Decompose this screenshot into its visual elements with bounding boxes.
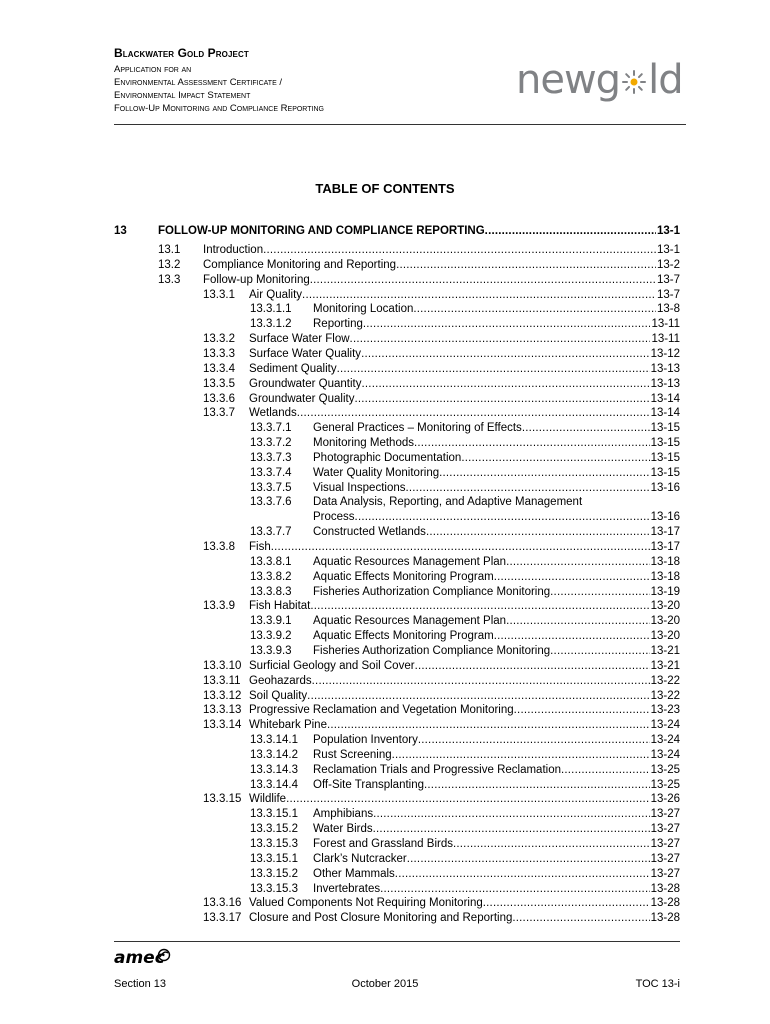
toc-entry-title: Population Inventory [313, 734, 418, 747]
amec-swirl-icon [157, 948, 171, 962]
toc-entry[interactable] [203, 406, 680, 421]
toc-entry-number: 13.3.2 [203, 333, 235, 346]
toc-entry-title: Compliance Monitoring and Reporting [203, 258, 397, 271]
toc-entry[interactable] [250, 436, 680, 451]
toc-entry-title: General Practices – Monitoring of Effects [313, 422, 522, 435]
chapter-number: 13 [114, 225, 127, 237]
toc-entry-number: 13.3.8.2 [250, 570, 292, 583]
toc-entry-page: 13-24 [650, 748, 680, 761]
toc-entry-number: 13.3.15 [203, 793, 242, 806]
toc-entry[interactable] [250, 466, 680, 481]
logo-text-end: ld [648, 57, 683, 103]
toc-entry-number: 13.3.14.2 [250, 748, 298, 761]
toc-entry-title: Water Birds [313, 823, 373, 836]
toc-entry-page: 13-19 [650, 585, 680, 598]
toc-entry-title: Sediment Quality [249, 362, 337, 375]
toc-entry-title: Valued Components Not Requiring Monitoring [249, 897, 483, 910]
toc-entry-title: Aquatic Effects Monitoring Program [313, 630, 494, 643]
toc-entry[interactable] [203, 362, 680, 377]
header-line: Follow-Up Monitoring and Compliance Reporting [114, 103, 324, 114]
dot-leader [483, 896, 650, 911]
footer-divider [114, 941, 680, 942]
toc-entry-page: 13-17 [650, 541, 680, 553]
footer-section: Section 13 [114, 978, 166, 990]
dot-leader [302, 288, 656, 303]
toc-entry[interactable] [250, 317, 680, 332]
dot-leader [373, 822, 650, 837]
toc-entry-page: 13-16 [650, 481, 680, 494]
toc-entry-title: Fish [249, 541, 271, 553]
toc-entry[interactable] [203, 718, 680, 733]
dot-leader [392, 748, 650, 763]
toc-entry[interactable] [250, 302, 680, 317]
chapter-page: 13-1 [656, 225, 680, 237]
toc-entry[interactable] [250, 629, 680, 644]
toc-entry[interactable] [203, 332, 680, 347]
toc-entry[interactable] [250, 852, 680, 867]
dot-leader [363, 317, 651, 332]
toc-entry-page: 13-27 [650, 867, 680, 880]
toc-entry-title: Fish Habitat [249, 600, 311, 613]
dot-leader [327, 718, 650, 733]
toc-entry-page: 13-11 [651, 318, 680, 331]
toc-entry[interactable] [250, 555, 680, 570]
toc-entry-number: 13.3.9 [203, 600, 235, 613]
toc-entry-page: 13-7 [656, 288, 680, 301]
toc-entry-number: 13.3.4 [203, 362, 235, 375]
toc-entry[interactable] [203, 792, 680, 807]
dot-leader [286, 792, 650, 807]
toc-entry[interactable] [203, 689, 680, 704]
dot-leader [361, 347, 650, 362]
toc-entry-page: 13-15 [650, 451, 680, 464]
dot-leader [561, 763, 650, 778]
toc-entry-number: 13.3.14.3 [250, 763, 298, 776]
dot-leader [426, 525, 650, 540]
toc-entry[interactable] [203, 659, 680, 674]
toc-entry[interactable] [250, 763, 680, 778]
dot-leader [550, 644, 649, 659]
toc-entry-page: 13-14 [650, 392, 680, 405]
logo-text-start: newg [516, 57, 621, 103]
dot-leader [522, 421, 650, 436]
toc-entry-title: Water Quality Monitoring [313, 466, 440, 479]
toc-entry-number: 13.3.15.2 [250, 823, 298, 836]
dot-leader [362, 377, 650, 392]
toc-entry-page: 13-2 [656, 258, 680, 271]
header-line: Environmental Assessment Certificate / [114, 77, 283, 88]
toc-entry[interactable] [203, 599, 680, 614]
toc-entry-number: 13.3.10 [203, 659, 242, 672]
toc-heading: TABLE OF CONTENTS [315, 181, 455, 196]
toc-entry-page: 13-27 [650, 852, 680, 865]
toc-entry-page: 13-8 [656, 303, 680, 316]
toc-entry-number: 13.3.14 [203, 719, 242, 732]
header-line: Environmental Impact Statement [114, 90, 251, 101]
toc-entry[interactable] [250, 495, 680, 510]
toc-entry-number: 13.3.15.3 [250, 882, 298, 895]
toc-entry[interactable] [250, 525, 680, 540]
toc-entry-title: Air Quality [249, 288, 303, 301]
toc-entry-title: Clark’s Nutcracker [313, 852, 407, 865]
toc-entry-number: 13.3.7.3 [250, 451, 292, 464]
toc-entry[interactable] [250, 585, 680, 600]
toc-entry-title: Reporting [313, 318, 363, 331]
toc-entry-title: Geohazards [249, 674, 312, 687]
dot-leader [297, 406, 650, 421]
toc-entry[interactable] [250, 510, 680, 525]
toc-entry-page: 13-22 [650, 674, 680, 687]
toc-entry-title: Groundwater Quantity [249, 377, 362, 390]
toc-entry-title: Wetlands [249, 407, 297, 420]
toc-entry-number: 13.3.8.3 [250, 585, 292, 598]
dot-leader [418, 733, 650, 748]
toc-entry[interactable] [203, 288, 680, 303]
toc-entry-number: 13.3.11 [203, 674, 241, 687]
toc-entry-title: Monitoring Methods [313, 437, 414, 450]
toc-entry-number: 13.3.15.3 [250, 838, 298, 850]
toc-entry[interactable] [250, 614, 680, 629]
toc-entry-title: Fisheries Authorization Compliance Monitoring [313, 585, 551, 598]
toc-entry[interactable] [203, 911, 680, 926]
toc-entry-number: 13.3.7.2 [250, 437, 292, 450]
toc-entry-number: 13.3 [158, 273, 181, 286]
toc-entry-page: 13-17 [650, 526, 680, 539]
toc-entry-page: 13-24 [650, 719, 680, 732]
toc-entry-number: 13.3.7.5 [250, 481, 292, 494]
dot-leader [550, 585, 649, 600]
toc-entry-page: 13-18 [650, 555, 680, 568]
toc-entry-page: 13-24 [650, 734, 680, 747]
dot-leader [310, 599, 649, 614]
dot-leader [512, 911, 649, 926]
chapter-title: FOLLOW-UP MONITORING AND COMPLIANCE REPORTING [158, 225, 485, 237]
toc-entry[interactable] [250, 748, 680, 763]
dot-leader [506, 555, 650, 570]
dot-leader [396, 258, 656, 273]
toc-entry[interactable] [250, 451, 680, 466]
toc-entry-title: Amphibians [313, 808, 374, 821]
toc-entry-number: 13.3.12 [203, 689, 242, 702]
dot-leader [439, 466, 649, 481]
toc-entry[interactable] [250, 807, 680, 822]
toc-entry-page: 13-16 [650, 511, 680, 524]
dot-leader [485, 225, 656, 237]
toc-entry-page: 13-25 [650, 763, 680, 776]
toc-entry-page: 13-25 [650, 778, 680, 791]
toc-entry-number: 13.3.15.2 [250, 867, 298, 880]
dot-leader [494, 629, 650, 644]
toc-entry[interactable] [250, 867, 680, 882]
dot-leader [453, 837, 650, 852]
dot-leader [395, 867, 650, 882]
dot-leader [407, 852, 650, 867]
toc-entry-page: 13-22 [650, 689, 680, 702]
toc-entry-page: 13-27 [650, 808, 680, 821]
toc-entry-page: 13-28 [650, 897, 680, 910]
toc-entry-page: 13-7 [656, 273, 680, 286]
toc-entry-number: 13.3.8 [203, 541, 235, 553]
toc-entry[interactable] [203, 347, 680, 362]
toc-entry-page: 13-28 [650, 912, 680, 925]
toc-entry-number: 13.3.7.1 [250, 422, 292, 435]
dot-leader [414, 436, 650, 451]
toc-entry-page: 13-26 [650, 793, 680, 806]
toc-entry-number: 13.3.14.4 [250, 778, 298, 791]
sun-icon [621, 69, 647, 95]
toc-entry-page: 13-14 [650, 407, 680, 420]
dot-leader [461, 451, 649, 466]
toc-entry-number: 13.3.16 [203, 897, 242, 910]
toc-entry-page: 13-21 [650, 659, 680, 672]
toc-entry-title: Closure and Post Closure Monitoring and Reporting [249, 912, 513, 925]
toc-entry-number: 13.3.7 [203, 407, 235, 420]
toc-entry[interactable] [203, 703, 680, 718]
toc-entry-title: Aquatic Resources Management Plan [313, 615, 507, 628]
toc-entry-number: 13.3.1.2 [250, 318, 292, 331]
toc-entry-page: 13-13 [650, 377, 680, 390]
toc-entry-title: Aquatic Effects Monitoring Program [313, 570, 494, 583]
toc-entry-number: 13.3.5 [203, 377, 235, 390]
dot-leader [405, 481, 649, 496]
toc-entry-number: 13.3.9.3 [250, 644, 292, 657]
toc-entry[interactable] [250, 644, 680, 659]
toc-entry-title: Introduction [203, 244, 264, 256]
toc-entry-title: Photographic Documentation [313, 451, 462, 464]
toc-entry-title: Forest and Grassland Birds [313, 838, 453, 850]
toc-entry[interactable] [158, 273, 680, 288]
toc-entry-title: Rust Screening [313, 748, 392, 761]
dot-leader [355, 510, 650, 525]
amec-logo: amec [114, 948, 165, 968]
toc-entry[interactable] [250, 421, 680, 436]
toc-entry[interactable] [203, 377, 680, 392]
toc-entry[interactable] [250, 882, 680, 897]
toc-entry[interactable] [250, 733, 680, 748]
footer-page: TOC 13-i [635, 978, 680, 990]
toc-entry-title: Other Mammals [313, 867, 395, 880]
toc-entry-page: 13-15 [650, 422, 680, 435]
toc-entry[interactable] [250, 778, 680, 793]
toc-entry-number: 13.3.1.1 [250, 303, 292, 316]
toc-entry-page: 13-12 [650, 347, 680, 360]
toc-entry-title: Data Analysis, Reporting, and Adaptive Management [313, 496, 583, 509]
toc-entry-number: 13.3.8.1 [250, 555, 292, 568]
dot-leader [514, 703, 650, 718]
toc-entry-page: 13-20 [650, 600, 680, 613]
toc-entry-number: 13.3.17 [203, 912, 242, 925]
dot-leader [424, 778, 650, 793]
toc-entry-title: Reclamation Trials and Progressive Reclamation [313, 763, 561, 776]
toc-entry-number: 13.3.13 [203, 704, 242, 717]
toc-entry-title: Surficial Geology and Soil Cover [249, 659, 415, 672]
newgold-logo [516, 56, 686, 104]
toc-entry-title: Groundwater Quality [249, 392, 355, 405]
toc-entry-number: 13.3.15.1 [250, 852, 298, 865]
toc-entry-number: 13.3.7.6 [250, 496, 292, 509]
header-divider [114, 124, 686, 125]
dot-leader [506, 614, 650, 629]
toc-entry-title: Surface Water Flow [249, 333, 350, 346]
toc-entry-page: 13-21 [650, 644, 680, 657]
dot-leader [354, 392, 649, 407]
toc-entry-title: Visual Inspections [313, 481, 406, 494]
dot-leader [312, 674, 650, 689]
toc-entry-title: Monitoring Location [313, 303, 414, 316]
dot-leader [415, 659, 650, 674]
toc-entry-number: 13.3.1 [203, 288, 235, 301]
toc-entry-page: 13-23 [650, 704, 680, 717]
toc-entry[interactable] [203, 540, 680, 555]
toc-entry[interactable] [250, 837, 680, 852]
dot-leader [350, 332, 651, 347]
toc-entry-title: Off-Site Transplanting [313, 778, 425, 791]
dot-leader [263, 243, 656, 258]
toc-entry-page: 13-15 [650, 437, 680, 450]
toc-entry-page: 13-13 [650, 362, 680, 375]
toc-entry-page: 13-27 [650, 838, 680, 850]
toc-entry-number: 13.3.15.1 [250, 808, 298, 821]
dot-leader [494, 570, 650, 585]
toc-entry-page: 13-18 [650, 570, 680, 583]
toc-entry-number: 13.3.6 [203, 392, 235, 405]
footer-date: October 2015 [351, 978, 419, 990]
toc-entry-title: Surface Water Quality [249, 347, 362, 360]
toc-entry-title: Fisheries Authorization Compliance Monitoring [313, 644, 551, 657]
toc-entry-title: Progressive Reclamation and Vegetation Monitoring [249, 704, 514, 717]
toc-entry-title: Process [313, 511, 355, 524]
dot-leader [413, 302, 656, 317]
dot-leader [307, 689, 649, 704]
toc-entry-title: Wildlife [249, 793, 287, 806]
toc-entry-title: Aquatic Resources Management Plan [313, 555, 507, 568]
toc-entry-title: Follow-up Monitoring [203, 273, 310, 286]
project-title: Blackwater Gold Project [114, 46, 249, 60]
toc-entry[interactable] [250, 822, 680, 837]
toc-entry[interactable] [158, 258, 680, 273]
toc-entry-page: 13-1 [656, 244, 680, 256]
toc-entry[interactable] [250, 570, 680, 585]
toc-entry-page: 13-20 [650, 615, 680, 628]
toc-entry[interactable] [250, 481, 680, 496]
toc-entry-title: Soil Quality [249, 689, 308, 702]
toc-entry-number: 13.1 [158, 244, 181, 256]
dot-leader [310, 273, 656, 288]
toc-entry-number: 13.3.7.7 [250, 526, 292, 539]
toc-entry-number: 13.3.9.2 [250, 630, 292, 643]
header-line: Application for an [114, 64, 192, 75]
toc-entry-page: 13-28 [650, 882, 680, 895]
dot-leader [337, 362, 650, 377]
toc-entry[interactable] [203, 392, 680, 407]
toc-chapter-entry[interactable] [114, 225, 680, 241]
dot-leader [380, 882, 649, 897]
toc-entry-number: 13.2 [158, 258, 181, 271]
dot-leader [373, 807, 649, 822]
toc-entry-page: 13-15 [650, 466, 680, 479]
toc-entry-page: 13-27 [650, 823, 680, 836]
toc-entry-title: Whitebark Pine [249, 719, 327, 732]
dot-leader [271, 540, 650, 555]
toc-entry-number: 13.3.9.1 [250, 615, 292, 628]
toc-entry-number: 13.3.7.4 [250, 466, 292, 479]
toc-entry-title: Constructed Wetlands [313, 526, 426, 539]
toc-entry-page: 13-20 [650, 630, 680, 643]
toc-entry[interactable] [158, 243, 680, 258]
toc-entry-title: Invertebrates [313, 882, 381, 895]
toc-entry-number: 13.3.3 [203, 347, 235, 360]
toc-entry-number: 13.3.14.1 [250, 734, 298, 747]
toc-entry[interactable] [203, 896, 680, 911]
toc-entry[interactable] [203, 674, 680, 689]
toc-entry-page: 13-11 [651, 333, 680, 346]
